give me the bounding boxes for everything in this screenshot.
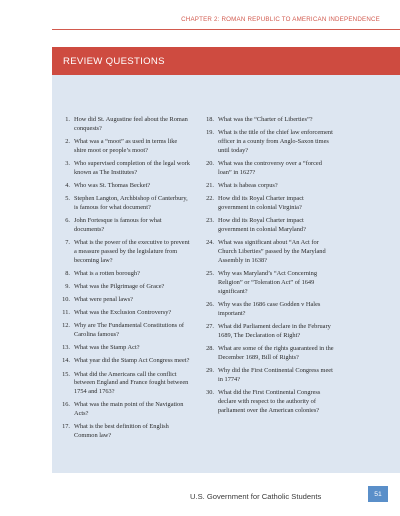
question-number: 7. (65, 239, 70, 247)
question-item (59, 195, 191, 213)
question-text: What is the best definition of English Common law? (74, 423, 169, 440)
question-number: 14. (62, 357, 70, 365)
question-item (59, 371, 191, 398)
question-number: 8. (65, 270, 70, 277)
question-item (203, 217, 335, 235)
question-number: 16. (62, 401, 70, 409)
question-text: Who supervised completion of the legal work known as The Institutes? (74, 160, 190, 176)
question-text: What were penal laws? (74, 296, 134, 304)
question-text: Why was Maryland’s “Act Concerning Religion” or “Toleration Act” of 1649 significant? (218, 270, 318, 295)
question-number: 18. (206, 116, 214, 123)
question-text: How did its Royal Charter impact government in colonial Maryland? (218, 217, 306, 233)
question-text: What was the “Charter of Liberties”? (218, 116, 313, 123)
question-text: Who was St. Thomas Becket? (74, 182, 151, 189)
question-number: 17. (62, 423, 70, 431)
question-number: 15. (62, 370, 70, 378)
question-text: Why was the 1686 case Godden v Hales important? (218, 300, 321, 317)
question-text: What did the Americans call the conflict between England and France fought between 1754 and 1763? (74, 370, 189, 396)
question-item (59, 283, 191, 292)
questions-right-column (203, 116, 335, 420)
question-text: What was the Stamp Act? (74, 344, 140, 352)
question-item (59, 138, 191, 156)
question-number: 3. (65, 160, 70, 167)
question-item (59, 344, 191, 353)
question-item (59, 270, 191, 279)
question-number: 25. (206, 270, 214, 277)
question-number: 13. (62, 344, 70, 352)
footer-book-title: U.S. Government for Catholic Students (190, 492, 322, 501)
question-text: What is the power of the executive to prevent a measure passed by the legislature from becoming law? (74, 239, 190, 264)
question-text: What are some of the rights guaranteed in the December 1689, Bill of Rights? (218, 344, 334, 361)
question-item (203, 345, 335, 363)
question-number: 1. (65, 116, 70, 123)
question-item (203, 160, 335, 178)
question-text: What was a “moot” as used in terms like shire moot or people’s moot? (74, 138, 178, 154)
question-number: 12. (62, 322, 70, 330)
question-item (59, 239, 191, 266)
question-item (203, 129, 335, 156)
question-text: What is habeas corpus? (218, 182, 278, 189)
questions-left-column (59, 116, 191, 445)
question-text: How did St. Augustine feel about the Roman conquests? (74, 116, 188, 132)
question-number: 27. (206, 322, 214, 330)
question-item (59, 296, 191, 305)
question-number: 5. (65, 195, 70, 203)
question-number: 10. (62, 296, 70, 304)
question-item (59, 322, 191, 340)
question-text: What did the First Continental Congress declare with respect to the authority of parliament over the American colonies? (218, 388, 321, 414)
question-number: 29. (206, 366, 214, 374)
question-item (203, 116, 335, 125)
question-item (59, 401, 191, 419)
question-number: 22. (206, 195, 214, 203)
question-text: What did Parliament declare in the February 1689, The Declaration of Right? (218, 322, 331, 339)
question-item (59, 182, 191, 191)
question-text: What is a rotten borough? (74, 270, 140, 277)
question-item (203, 301, 335, 319)
question-item (59, 309, 191, 318)
question-item (59, 116, 191, 134)
question-item (59, 423, 191, 441)
question-text: What was the main point of the Navigation Acts? (74, 401, 184, 418)
question-number: 30. (206, 388, 214, 396)
question-item (203, 239, 335, 266)
review-questions-banner (52, 47, 400, 75)
question-item (203, 367, 335, 385)
question-number: 24. (206, 239, 214, 247)
header-rule (52, 29, 400, 30)
question-number: 6. (65, 217, 70, 225)
question-number: 4. (65, 182, 70, 189)
question-number: 21. (206, 182, 214, 189)
question-item (59, 160, 191, 178)
question-text: What was the controversy over a “forced loan” in 1627? (218, 160, 322, 176)
question-item (203, 182, 335, 191)
question-number: 23. (206, 217, 214, 225)
question-item (203, 195, 335, 213)
question-item (59, 357, 191, 366)
question-number: 28. (206, 344, 214, 352)
question-text: John Fortesque is famous for what documents? (74, 217, 162, 233)
chapter-header: CHAPTER 2: ROMAN REPUBLIC TO AMERICAN INDEPENDENCE (181, 16, 380, 23)
question-text: Why are The Fundamental Constitutions of Carolina famous? (74, 322, 184, 339)
question-text: What was the Pilgrimage of Grace? (74, 283, 165, 291)
question-text: Why did the First Continental Congress meet in 1774? (218, 366, 333, 383)
question-text: How did its Royal Charter impact government in colonial Virginia? (218, 195, 304, 211)
question-text: Stephen Langton, Archbishop of Canterbury, is famous for what document? (74, 195, 188, 211)
question-number: 20. (206, 160, 214, 167)
question-item (59, 217, 191, 235)
question-number: 11. (62, 309, 70, 317)
section-title: REVIEW QUESTIONS (63, 55, 165, 67)
question-item (203, 389, 335, 416)
question-number: 2. (65, 138, 70, 145)
question-number: 9. (65, 283, 70, 291)
page-number: 51 (368, 486, 388, 502)
question-text: What was significant about “An Act for Church Liberties” passed by the Maryland Assembly in 1638? (218, 239, 326, 264)
question-text: What is the title of the chief law enforcement officer in a county from Anglo-Saxon times until today? (218, 129, 333, 154)
question-item (203, 323, 335, 341)
question-number: 19. (206, 129, 214, 137)
question-text: What was the Exclusion Controversy? (74, 309, 172, 317)
question-item (203, 270, 335, 297)
question-number: 26. (206, 300, 214, 308)
question-text: What year did the Stamp Act Congress meet? (74, 357, 190, 365)
